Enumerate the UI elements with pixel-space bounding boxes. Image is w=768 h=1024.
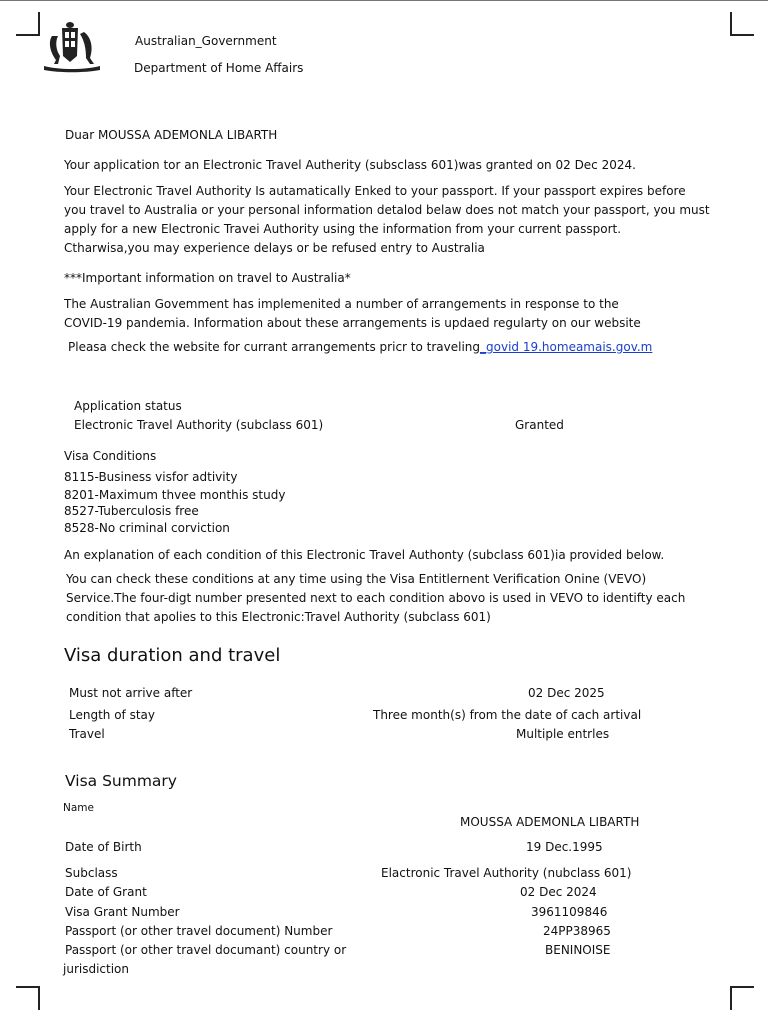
name-label: Name	[63, 802, 94, 814]
summary-value: Elactronic Travel Authority (nubclass 601)	[381, 866, 632, 880]
summary-label: Date of Birth	[65, 840, 142, 854]
vevo-line-3: condition that apolies to this Electronic:Travel Authority (subclass 601)	[66, 610, 491, 624]
corner-mark-top-right	[730, 12, 754, 36]
coat-of-arms-icon	[40, 16, 130, 74]
covid-line-2: COVID-19 pandemia. Information about these arrangements is updaed regularty on our website	[64, 316, 641, 330]
granted-paragraph: Your application tor an Electronic Travel Autherity (subsclass 601)was granted on 02 Dec 2024.	[64, 158, 636, 172]
government-name: Australian_Government	[135, 34, 277, 48]
vevo-line-2: Service.The four-digt number presented next to each condition abovo is used in VEVO to identifty each	[66, 591, 686, 605]
duration-label: Travel	[69, 727, 105, 741]
summary-label: Passport (or other travel documant) country or	[65, 943, 347, 957]
summary-value: 02 Dec 2024	[520, 885, 597, 899]
duration-value: Multiple entrles	[516, 727, 610, 741]
name-value: MOUSSA ADEMONLA LIBARTH	[460, 815, 640, 829]
linked-line-4: Ctharwisa,you may experience delays or be refused entry to Australia	[64, 241, 485, 255]
visa-summary-heading: Visa Summary	[65, 772, 177, 790]
department-name: Department of Home Affairs	[134, 61, 304, 75]
important-heading: ***Important information on travel to Australia*	[64, 271, 351, 285]
application-status-value: Granted	[515, 418, 564, 432]
visa-conditions-heading: Visa Conditions	[64, 449, 157, 463]
duration-label: Must not arrive after	[69, 686, 193, 700]
covid-line-1: The Australian Govemment has implemenited a number of arrangements in response to the	[64, 297, 619, 311]
check-website-line	[68, 340, 652, 354]
visa-duration-heading: Visa duration and travel	[64, 645, 281, 666]
corner-mark-bottom-right	[730, 986, 754, 1010]
summary-label: Subclass	[65, 866, 118, 880]
corner-mark-bottom-left	[16, 986, 40, 1010]
summary-label: Passport (or other travel document) Number	[65, 924, 333, 938]
summary-label: Visa Grant Number	[65, 905, 180, 919]
summary-value: 19 Dec.1995	[526, 840, 603, 854]
website-link[interactable]: _govid 19.homeamais.gov.m	[480, 340, 653, 354]
summary-value: BENINOISE	[545, 943, 611, 957]
vevo-line-1: You can check these conditions at any time using the Visa Entitlernent Verification Onine (VEVO)	[66, 572, 647, 586]
corner-mark-top-left	[16, 12, 40, 36]
linked-line-2: you travel to Australia or your personal information detalod belaw does not match your passport, you must	[64, 203, 710, 217]
summary-value: 3961109846	[531, 905, 608, 919]
application-status-heading: Application status	[74, 399, 182, 413]
linked-line-1: Your Electronic Travel Authority Is autamatically Enked to your passport. If your passport expires before	[64, 184, 686, 198]
duration-label: Length of stay	[69, 708, 155, 722]
condition-item: 8201-Maximum thvee monthis study	[64, 488, 286, 502]
salutation: Duar MOUSSA ADEMONLA LIBARTH	[65, 128, 278, 142]
check-website-text: Pleasa check the website for currant arrangements pricr to traveling	[68, 340, 481, 354]
application-status-label: Electronic Travel Authority (subclass 601)	[74, 418, 324, 432]
jurisdiction-label: jurisdiction	[63, 962, 129, 976]
linked-line-3: apply for a new Electronic Travei Authority using the information from your current passport.	[64, 222, 622, 236]
page-top-border	[0, 0, 768, 1]
conditions-explanation: An explanation of each condition of this Electronic Travel Authonty (subclass 601)ia provided below.	[64, 548, 665, 562]
duration-value: Three month(s) from the date of cach artival	[373, 708, 642, 722]
summary-label: Date of Grant	[65, 885, 147, 899]
condition-item: 8527-Tuberculosis free	[64, 504, 199, 518]
condition-item: 8115-Business visfor adtivity	[64, 470, 238, 484]
condition-item: 8528-No criminal corviction	[64, 521, 230, 535]
summary-value: 24PP38965	[543, 924, 611, 938]
duration-value: 02 Dec 2025	[528, 686, 605, 700]
